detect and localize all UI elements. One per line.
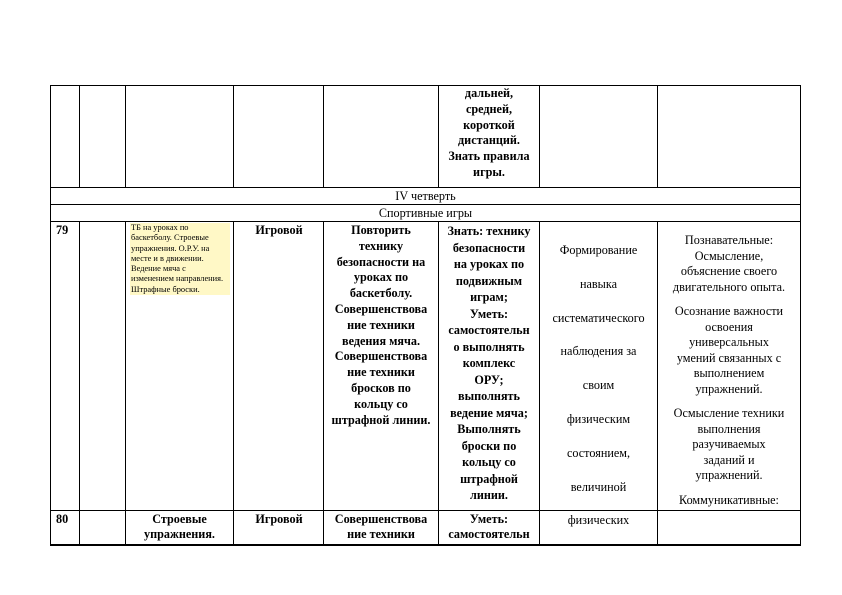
text-line: Познавательные: <box>684 233 774 247</box>
text-line: бросков по <box>351 380 411 395</box>
text-line: баскетболу. <box>349 286 413 301</box>
text-line: уроках по <box>353 270 409 285</box>
text-line: комплекс <box>462 356 516 370</box>
text-line: Выполнять <box>457 422 521 436</box>
text-line: Повторить <box>351 223 411 237</box>
lesson-requirements <box>439 223 539 504</box>
meta-block-technique <box>658 406 800 484</box>
text-line: безопасности <box>452 240 526 255</box>
text-line: средней, <box>465 101 513 116</box>
text-line: величиной <box>570 479 627 494</box>
lesson-topic: ТБ на уроках по баскетболу. Строевые упражнения. О.Р.У. на месте и в движении. Ведение мяча с изменением направления. Штрафные броски. <box>130 223 230 295</box>
text-line: освоения <box>705 319 753 334</box>
text-line: Знать: технику <box>447 224 531 238</box>
text-line: ведение мяча; <box>450 405 528 420</box>
text-line: кольцу со <box>354 396 408 411</box>
text-line: Уметь: <box>469 306 509 321</box>
text-line: умений связанных с <box>676 350 782 365</box>
text-line: Уметь: <box>469 512 509 526</box>
text-line: Осмысление, <box>694 248 764 263</box>
text-line: ведения мяча. <box>342 333 420 348</box>
lesson-type: Игровой <box>255 223 303 237</box>
text-line: заданий и <box>703 452 755 467</box>
text-line: штрафной линии. <box>331 412 431 427</box>
row-number: 79 <box>56 223 69 237</box>
text-line: дистанций. <box>458 133 520 148</box>
row-number: 80 <box>56 512 69 526</box>
text-line: подвижным <box>455 273 523 288</box>
text-line: упражнений. <box>695 468 763 482</box>
meta-results <box>658 233 800 508</box>
text-line: линии. <box>470 488 508 502</box>
meta-block-awareness <box>658 304 800 397</box>
lesson-topic <box>126 512 233 542</box>
text-line: состоянием, <box>566 445 631 460</box>
text-line: выполнением <box>693 366 765 380</box>
text-line: Совершенствова <box>334 512 428 526</box>
meta-block-cognitive <box>658 233 800 295</box>
text-line: ние техники <box>347 365 415 380</box>
text-line: самостоятельн <box>448 527 530 541</box>
text-line: Коммуникативные: <box>679 492 779 507</box>
quarter-header: IV четверть <box>395 189 456 203</box>
text-line: технику <box>358 238 404 253</box>
top-row-requirements <box>439 86 539 181</box>
text-line: Строевые <box>152 512 207 526</box>
text-line: своим <box>582 378 615 393</box>
text-line: Осознание важности <box>674 304 784 318</box>
text-line: упражнения. <box>144 527 215 541</box>
text-line: безопасности на <box>336 254 426 269</box>
lesson-type: Игровой <box>255 512 303 526</box>
meta-block-communicative <box>658 493 800 509</box>
text-line: наблюдения за <box>560 344 637 359</box>
text-line: короткой <box>463 117 515 132</box>
personal-results <box>540 234 657 538</box>
text-line: на уроках по <box>453 257 525 271</box>
text-line: Формирование <box>559 243 638 257</box>
text-line: о выполнять <box>453 339 525 354</box>
text-line: выполнения <box>697 421 761 436</box>
text-line: упражнений. <box>695 381 763 396</box>
text-line: объяснение своего <box>680 264 778 278</box>
text-line: физических <box>567 513 630 528</box>
lesson-content <box>324 512 438 542</box>
text-line: Совершенствова <box>334 301 428 316</box>
text-line: штрафной <box>460 471 518 486</box>
text-line: Совершенствова <box>334 349 428 364</box>
text-line: играм; <box>470 290 508 304</box>
text-line: Знать правила <box>448 149 530 164</box>
lesson-requirements <box>439 512 539 542</box>
text-line: двигательного опыта. <box>672 279 786 294</box>
section-header: Спортивные игры <box>378 206 473 220</box>
text-line: ние техники <box>347 317 415 332</box>
text-line: игры. <box>473 164 505 179</box>
text-line: самостоятельн <box>448 323 530 337</box>
text-line: универсальных <box>689 335 769 349</box>
text-line: Осмысление техники <box>673 406 785 420</box>
text-line: физическим <box>566 411 631 426</box>
text-line: броски по <box>461 438 517 453</box>
text-line: навыка <box>579 276 618 291</box>
text-line: выполнять <box>458 389 520 403</box>
text-line: кольцу со <box>462 455 516 469</box>
text-line: разучиваемых <box>692 437 766 451</box>
text-line: ние техники <box>347 527 415 541</box>
text-line: ОРУ; <box>474 372 504 387</box>
text-line: систематического <box>552 310 645 325</box>
text-line: дальней, <box>464 86 514 100</box>
lesson-content <box>324 223 438 428</box>
